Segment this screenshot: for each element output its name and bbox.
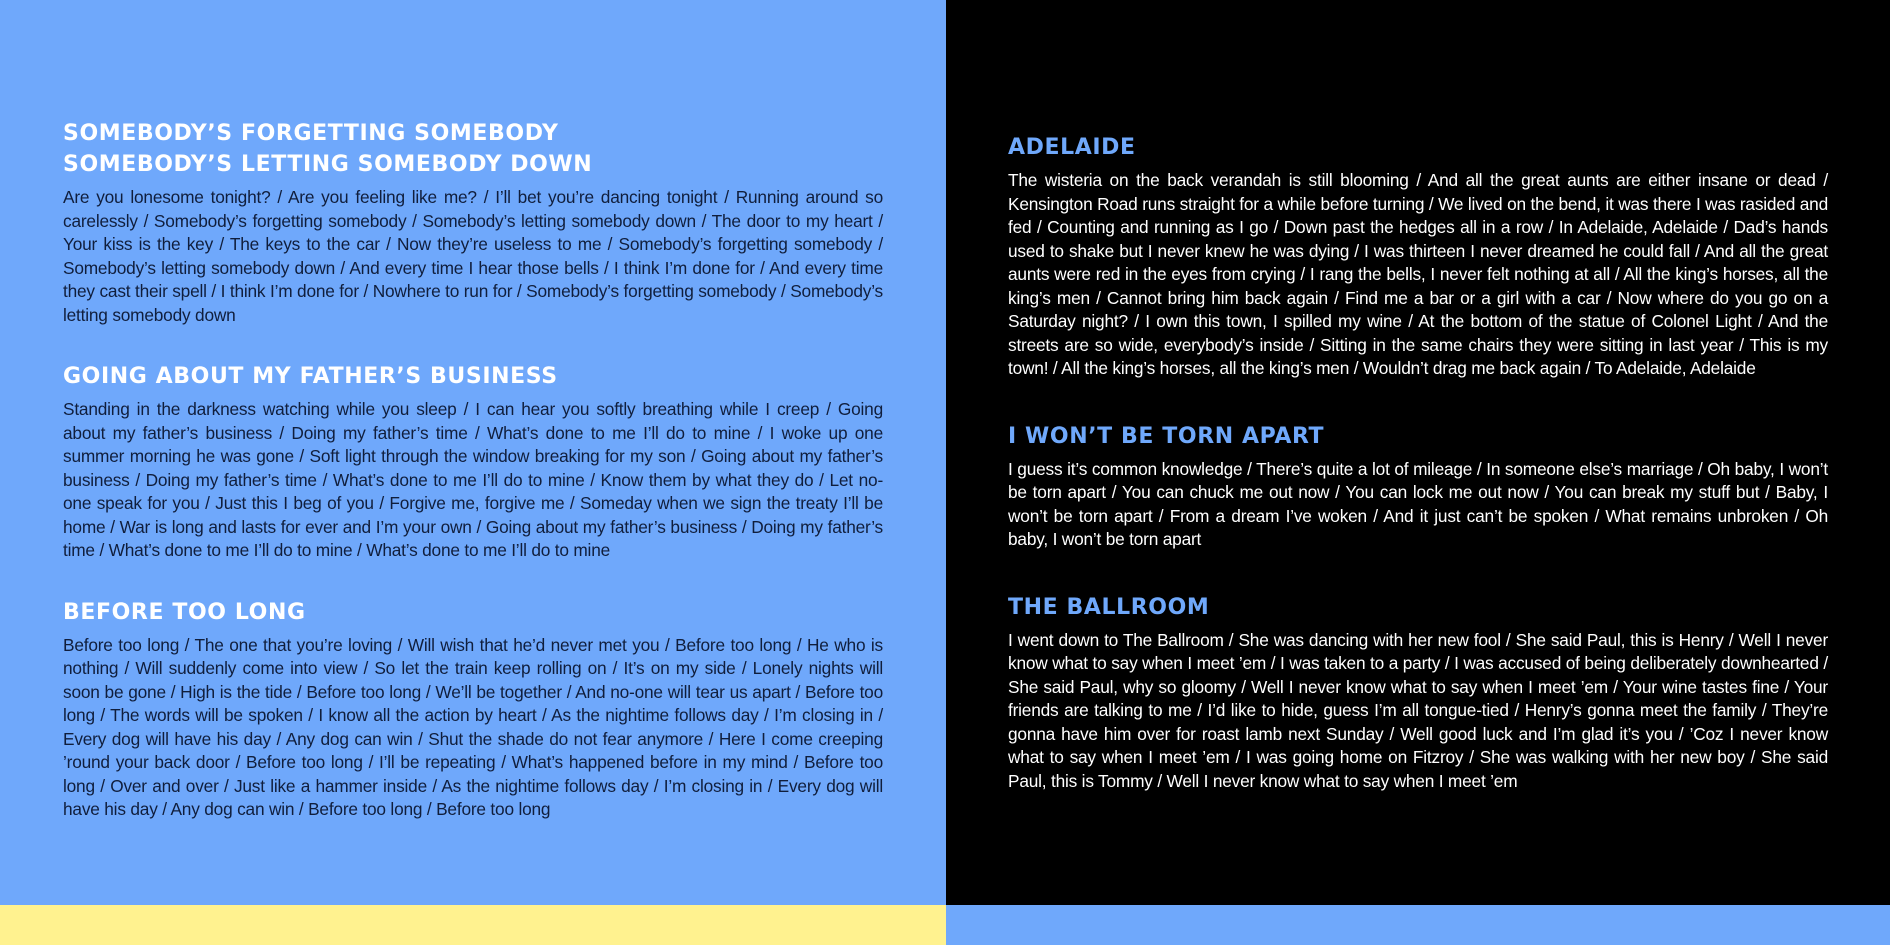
song-title: I WON’T BE TORN APART	[1008, 423, 1325, 449]
song-before-too-long	[63, 597, 883, 822]
song-title: THE BALLROOM	[1008, 594, 1210, 620]
song-lyrics: Before too long / The one that you’re loving / Will wish that he’d never met you / Before too long / He who is nothing / Will suddenly come into view / So let the train keep rolling on / It’s on my side / Lonely nights will soon be gone / High is the tide / Before too long / We’ll be together / And no-one will tear us apart / Before too long / The words will be spoken / I know all the action by heart / As the nightime follows day / I’m closing in / Every dog will have his day / Any dog can win / Shut the shade do not fear anymore / Here I come creeping ’round your back door / Before too long / I’ll be repeating / What’s happened before in my mind / Before too long / Over and over / Just like a hammer inside / As the nightime follows day / I’m closing in / Every dog will have his day / Any dog can win / Before too long / Before too long	[63, 634, 883, 819]
song-lyrics: The wisteria on the back verandah is still blooming / And all the great aunts are either insane or dead / Kensington Road runs straight for a while before turning / We lived on the bend, it was there I was rasided and fed / Counting and running as I go / Down past the hedges all in a row / In Adelaide, Adelaide / Dad’s hands used to shake but I never knew he was dying / I was thirteen I never dreamed he could fall / And all the great aunts were red in the eyes from crying / I rang the bells, I never felt nothing at all / All the king’s horses, all the king’s men / Cannot bring him back again / Find me a bar or a girl with a car / Now where do you go on a Saturday night? / I own this town, I spilled my wine / At the bottom of the statue of Colonel Light / And the streets are so wide, everybody’s inside / Sitting in the same chairs they were sitting in last year / This is my town! / All the king’s horses, all the king’s men / Wouldn’t drag me back again / To Adelaide, Adelaide	[1008, 170, 1828, 378]
song-lyrics: I went down to The Ballroom / She was dancing with her new fool / She said Paul, this is Henry / Well I never know what to say when I meet ’em / I was taken to a party / I was accused of being deliberately downhearted / She said Paul, why so gloomy / Well I never know what to say when I meet ’em / Your wine tastes fine / Your friends are talking to me / I’d like to hide, guess I’m all tongue-tied / Henry’s gonna meet the family / They’re gonna have him over for roast lamb next Sunday / Well good luck and I’m glad it’s you / ’Coz I never know what to say when I meet ’em / I was going home on Fitzroy / She was walking with her new boy / She said Paul, this is Tommy / Well I never know what to say when I meet ’em	[1008, 629, 1828, 791]
song-lyrics: I guess it’s common knowledge / There’s quite a lot of mileage / In someone else’s marriage / Oh baby, I won’t be torn apart / You can chuck me out now / You can lock me out now / You can break my stuff but / Baby, I won’t be torn apart / From a dream I’ve woken / And it just can’t be spoken / What remains unbroken / Oh baby, I won’t be torn apart	[1008, 458, 1828, 549]
song-title: ADELAIDE	[1008, 135, 1136, 160]
song-lyrics: Standing in the darkness watching while you sleep / I can hear you softly breathing while I creep / Going about my father’s business / Doing my father’s time / What’s done to me I’ll do to mine / I woke up one summer morning he was gone / Soft light through the window breaking for my son / Going about my father’s business / Doing my father’s time / What’s done to me I’ll do to mine / Know them by what they do / Let no-one speak for you / Just this I beg of you / Forgive me, forgive me / Someday when we sign the treaty I’ll be home / War is long and lasts for ever and I’m your own / Going about my father’s business / Doing my father’s time / What’s done to me I’ll do to mine / What’s done to me I’ll do to mine	[63, 399, 883, 560]
song-title: GOING ABOUT MY FATHER’S BUSINESS	[63, 364, 558, 389]
left-lyrics-column	[63, 118, 883, 856]
song-lyrics: Are you lonesome tonight? / Are you feeling like me? / I’ll bet you’re dancing tonight / Running around so carelessly / Somebody’s forgetting somebody / Somebody’s letting somebody down / The door to my heart / Your kiss is the key / The keys to the car / Now they’re useless to me / Somebody’s forgetting somebody / Somebody’s letting somebody down / And every time I hear those bells / I think I’m done for / And every time they cast their spell / I think I’m done for / Nowhere to run for / Somebody’s forgetting somebody / Somebody’s letting somebody down	[63, 187, 883, 325]
right-lyrics-column	[1008, 132, 1828, 833]
song-title: BEFORE TOO LONG	[63, 599, 306, 625]
song-adelaide	[1008, 132, 1828, 381]
song-title	[63, 118, 883, 180]
right-bottom-strip	[946, 905, 1890, 945]
song-going-about-my-fathers-business	[63, 361, 883, 563]
song-the-ballroom	[1008, 592, 1828, 794]
left-bottom-strip	[0, 905, 946, 945]
song-somebodys-forgetting-somebody	[63, 118, 883, 327]
song-title-line-2: SOMEBODY’S LETTING SOMEBODY DOWN	[63, 152, 593, 177]
song-title-line-1: SOMEBODY’S FORGETTING SOMEBODY	[63, 121, 559, 146]
song-i-wont-be-torn-apart	[1008, 421, 1828, 552]
